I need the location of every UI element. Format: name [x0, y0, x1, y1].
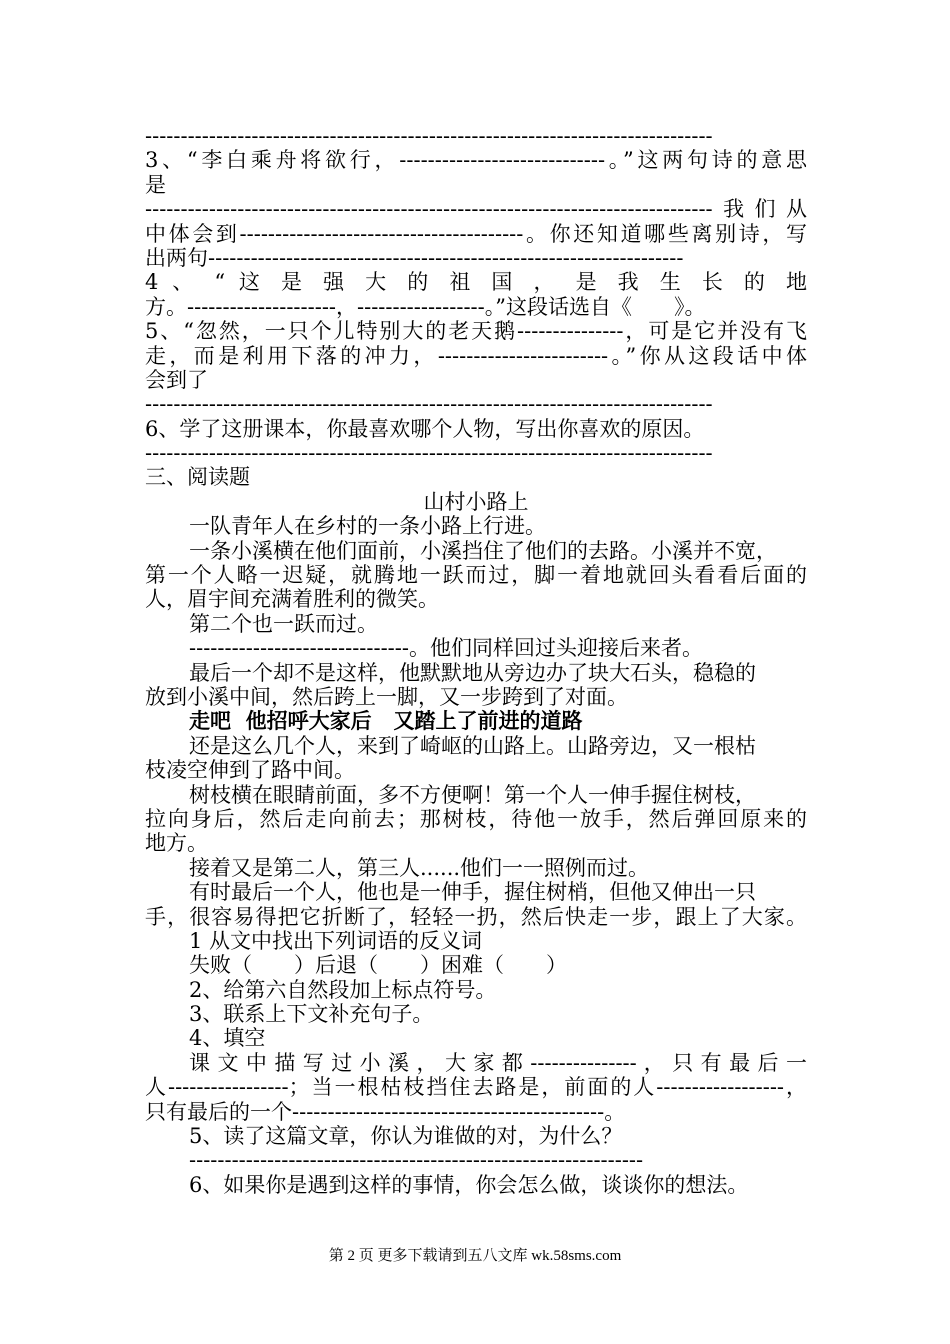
text-line: 走吧 他招呼大家后 又踏上了前进的道路 — [189, 709, 583, 734]
text-line: 课 文 中 描 写 过 小 溪 ， 大 家 都 --------------- ， 只 有 最 后 一 — [189, 1050, 807, 1075]
text-line: 一队青年人在乡村的一条小路上行进。 — [189, 514, 546, 539]
text-line: 失败（ ）后退（ ）困难（ ） — [189, 953, 567, 978]
text-line: 会到了 — [145, 367, 208, 392]
text-line: 人，眉宇间充满着胜利的微笑。 — [145, 587, 439, 612]
text-line: -------------------------------------------------------------------------------- — [145, 392, 713, 417]
text-line: 6、如果你是遇到这样的事情，你会怎么做，谈谈你的想法。 — [189, 1172, 749, 1197]
text-line: -------------------------------------------------------------------------------- — [145, 124, 713, 148]
text-line: 树枝横在眼睛前面，多不方便啊！第一个人一伸手握住树枝， — [189, 782, 756, 807]
text-line: 一条小溪横在他们面前，小溪挡住了他们的去路。小溪并不宽， — [189, 538, 777, 563]
text-line: 中体会到----------------------------------------。你还知道哪些离别诗，写 — [145, 221, 807, 246]
text-line: 人-----------------；当一根枯枝挡住去路是，前面的人------------------， — [145, 1075, 807, 1100]
text-line: 走，而是利用下落的冲力，------------------------。”你从这段话中体 — [145, 343, 807, 368]
text-line: -------------------------------------------------------------------------------- — [145, 441, 713, 466]
text-line: --------------------------------------------------------------------------------我们从 — [145, 197, 807, 222]
text-line: 山村小路上 — [423, 489, 529, 514]
text-line: 3、“李白乘舟将欲行，-----------------------------。”这两句诗的意思 — [145, 148, 807, 173]
text-line: 第一个人略一迟疑，就腾地一跃而过，脚一着地就回头看看后面的 — [145, 563, 807, 588]
text-line: 5、读了这篇文章，你认为谁做的对，为什么？ — [189, 1124, 623, 1149]
text-line: 最后一个却不是这样，他默默地从旁边办了块大石头，稳稳的 — [189, 660, 756, 685]
text-line: 出两句------------------------------------------------------------------- — [145, 245, 684, 270]
text-line: 还是这么几个人，来到了崎岖的山路上。山路旁边，又一根枯 — [189, 733, 756, 758]
text-line: 4、填空 — [189, 1026, 266, 1051]
text-line: 拉向身后，然后走向前去；那树枝，待他一放手，然后弹回原来的 — [145, 806, 807, 831]
text-line: 5、“忽然，一只个儿特别大的老天鹅---------------，可是它并没有飞 — [145, 319, 807, 344]
text-line: 第二个也一跃而过。 — [189, 611, 378, 636]
text-line: 方。---------------------，------------------。”这段话选自《 》。 — [145, 294, 706, 319]
text-line: 手，很容易得把它折断了，轻轻一扔，然后快走一步，跟上了大家。 — [145, 904, 807, 929]
document-body — [145, 124, 807, 1197]
text-line: 三、阅读题 — [145, 465, 250, 490]
text-line: 地方。 — [145, 831, 208, 856]
text-line: 2、给第六自然段加上标点符号。 — [189, 977, 497, 1002]
text-line: -------------------------------。他们同样回过头迎接后来者。 — [189, 636, 703, 661]
text-line: ---------------------------------------------------------------- — [189, 1148, 644, 1173]
page-footer: 第 2 页 更多下载请到五八文库 wk.58sms.com — [328, 1248, 622, 1264]
text-line: 有时最后一个人，他也是一伸手，握住树梢，但他又伸出一只 — [189, 880, 756, 905]
text-line: 是 — [145, 172, 166, 197]
text-line: 3、联系上下文补充句子。 — [189, 1002, 434, 1027]
text-line: 1 从文中找出下列词语的反义词 — [189, 928, 483, 953]
text-line: 接着又是第二人，第三人......他们一一照例而过。 — [189, 855, 650, 880]
text-line: 枝凌空伸到了路中间。 — [145, 758, 355, 783]
text-line: 4 、 “ 这 是 强 大 的 祖 国 ， 是 我 生 长 的 地 — [145, 270, 807, 295]
text-line: 放到小溪中间，然后跨上一脚，又一步跨到了对面。 — [145, 684, 628, 709]
text-line: 只有最后的一个--------------------------------------------。 — [145, 1099, 626, 1124]
text-line: 6、学了这册课本，你最喜欢哪个人物，写出你喜欢的原因。 — [145, 416, 705, 441]
